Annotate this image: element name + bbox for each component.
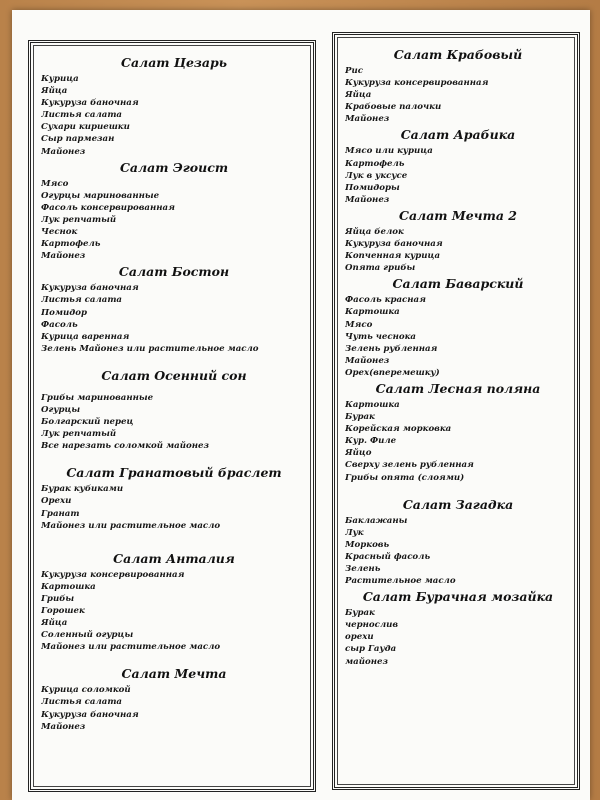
ingredient: Яйца xyxy=(41,86,68,97)
paper-sheet xyxy=(12,10,590,800)
ingredient: Сухари кириешки xyxy=(41,122,130,133)
ingredient: чернослив xyxy=(345,620,399,631)
ingredient: Рис xyxy=(345,66,363,76)
ingredient: Грибы опята (слоями) xyxy=(345,472,465,483)
recipe-title: Салат Крабовый xyxy=(393,47,523,62)
recipe-title: Салат Бурачная мозайка xyxy=(362,589,554,605)
ingredient: Мясо или курица xyxy=(345,146,433,157)
ingredient: Растительное масло xyxy=(345,576,456,587)
recipe-beet-mosaic xyxy=(345,589,571,667)
recipe-title: Салат Эгоист xyxy=(119,159,229,175)
ingredient: Гранат xyxy=(41,508,80,519)
recipe-title: Салат Бостон xyxy=(118,264,230,280)
ingredient: сыр Гауда xyxy=(345,644,397,655)
ingredient: Фасоль красная xyxy=(345,295,426,306)
ingredient: Майонез xyxy=(345,355,390,366)
ingredient: Листья салата xyxy=(41,110,122,121)
recipe-autumn-dream xyxy=(41,368,307,452)
ingredient: Картофель xyxy=(345,158,405,169)
ingredient: Курица xyxy=(41,74,79,84)
ingredient: Горошек xyxy=(41,606,85,616)
ingredient: Помидор xyxy=(41,307,87,318)
ingredient: Баклажаны xyxy=(345,515,408,526)
ingredient: Огурцы маринованные xyxy=(41,190,160,201)
ingredient: Майонез xyxy=(41,721,86,732)
ingredient: Грибы xyxy=(41,593,75,604)
ingredient: Майонез или растительное масло xyxy=(41,520,221,531)
recipe-egoist xyxy=(41,160,307,263)
ingredient: Орехи xyxy=(41,496,72,507)
recipe-bavarian xyxy=(345,276,571,379)
ingredient: Листья салата xyxy=(41,295,122,306)
recipe-crab xyxy=(345,47,571,125)
ingredient: Майонез или растительное масло xyxy=(41,642,221,653)
ingredient: майонез xyxy=(345,656,388,667)
left-column xyxy=(28,40,316,792)
ingredient: Лук репчатый xyxy=(41,429,117,440)
ingredient: Кукуруза баночная xyxy=(41,709,139,720)
ingredient: Яйца белок xyxy=(345,226,404,237)
ingredient: Фасоль xyxy=(41,319,78,330)
ingredient: Листья салата xyxy=(41,697,122,708)
ingredient: Кукуруза баночная xyxy=(41,98,139,109)
ingredient: Картошка xyxy=(345,399,400,410)
ingredient: Майонез xyxy=(41,146,86,157)
ingredient: Кукуруза баночная xyxy=(345,239,443,250)
ingredient: Картошка xyxy=(41,581,96,592)
ingredient: Курица соломкой xyxy=(41,685,131,696)
ingredient: Бурак кубиками xyxy=(41,484,124,495)
ingredient: Кукуруза баночная xyxy=(41,283,139,294)
ingredient: Зелень Майонез или растительное масло xyxy=(41,343,259,354)
ingredient: Картофель xyxy=(41,239,101,250)
ingredient: Чеснок xyxy=(41,227,78,238)
ingredient: Крабовые палочки xyxy=(345,102,442,113)
ingredient: Лук xyxy=(345,527,364,538)
ingredient: Помидоры xyxy=(345,182,400,193)
ingredient: Кукуруза консервированная xyxy=(345,78,489,89)
recipe-caesar xyxy=(41,55,307,158)
recipe-title: Салат Цезарь xyxy=(121,55,227,70)
ingredient: Морковь xyxy=(345,539,390,550)
right-column xyxy=(332,32,580,790)
ingredient: Мясо xyxy=(41,178,69,189)
recipe-title: Салат Анталия xyxy=(113,550,235,566)
ingredient: Кур. Филе xyxy=(345,436,397,447)
ingredient: Грибы маринованные xyxy=(41,392,154,403)
recipe-title: Салат Загадка xyxy=(402,496,514,512)
ingredient: Болгарский перец xyxy=(41,417,134,428)
ingredient: орехи xyxy=(345,632,374,643)
ingredient: Копченная курица xyxy=(345,251,441,262)
ingredient: Бурак xyxy=(345,608,375,619)
recipe-antalya xyxy=(41,551,307,654)
ingredient: Сыр пармезан xyxy=(41,134,115,145)
ingredient: Сверху зелень рубленная xyxy=(345,460,474,471)
recipe-title: Салат Осенний сон xyxy=(101,367,247,383)
recipe-forest-glade xyxy=(345,381,571,484)
ingredient: Картошка xyxy=(345,307,400,318)
ingredient: Яйцо xyxy=(345,448,372,459)
recipe-riddle xyxy=(345,497,571,588)
ingredient: Зелень рубленная xyxy=(345,343,438,354)
ingredient: Лук репчатый xyxy=(41,214,117,225)
recipe-title: Салат Мечта 2 xyxy=(399,207,517,223)
ingredient: Чуть чеснока xyxy=(345,331,416,342)
ingredient: Лук в уксусе xyxy=(345,170,408,181)
recipe-title: Салат Лесная поляна xyxy=(375,380,541,396)
ingredient: Мясо xyxy=(345,319,373,330)
recipe-title: Салат Арабика xyxy=(400,127,516,143)
recipe-title: Салат Гранатовый браслет xyxy=(66,465,282,481)
recipe-arabica xyxy=(345,127,571,205)
ingredient: Фасоль консервированная xyxy=(41,202,175,213)
recipe-title: Салат Баварский xyxy=(392,276,524,292)
ingredient: Орех(вперемешку) xyxy=(345,367,440,378)
recipe-dream xyxy=(41,666,307,732)
ingredient: Кукуруза консервированная xyxy=(41,569,185,580)
ingredient: Опята грибы xyxy=(345,263,416,274)
recipe-title: Салат Мечта xyxy=(121,666,227,682)
ingredient: Красный фасоль xyxy=(345,551,431,562)
ingredient: Корейская морковка xyxy=(345,424,452,435)
recipe-dream-2 xyxy=(345,208,571,274)
ingredient: Соленный огурцы xyxy=(41,630,134,641)
ingredient: Майонез xyxy=(41,251,86,262)
ingredient: Курица варенная xyxy=(41,331,130,342)
ingredient: Бурак xyxy=(345,412,375,423)
ingredient: Майонез xyxy=(345,114,390,125)
ingredient: Все нарезать соломкой майонез xyxy=(41,441,209,452)
recipe-pomegranate-bracelet xyxy=(41,465,307,531)
ingredient: Яйца xyxy=(345,90,372,101)
ingredient: Майонез xyxy=(345,194,390,205)
ingredient: Зелень xyxy=(345,564,381,574)
recipe-boston xyxy=(41,264,307,355)
ingredient: Яйца xyxy=(41,618,68,629)
ingredient: Огурцы xyxy=(41,404,81,415)
